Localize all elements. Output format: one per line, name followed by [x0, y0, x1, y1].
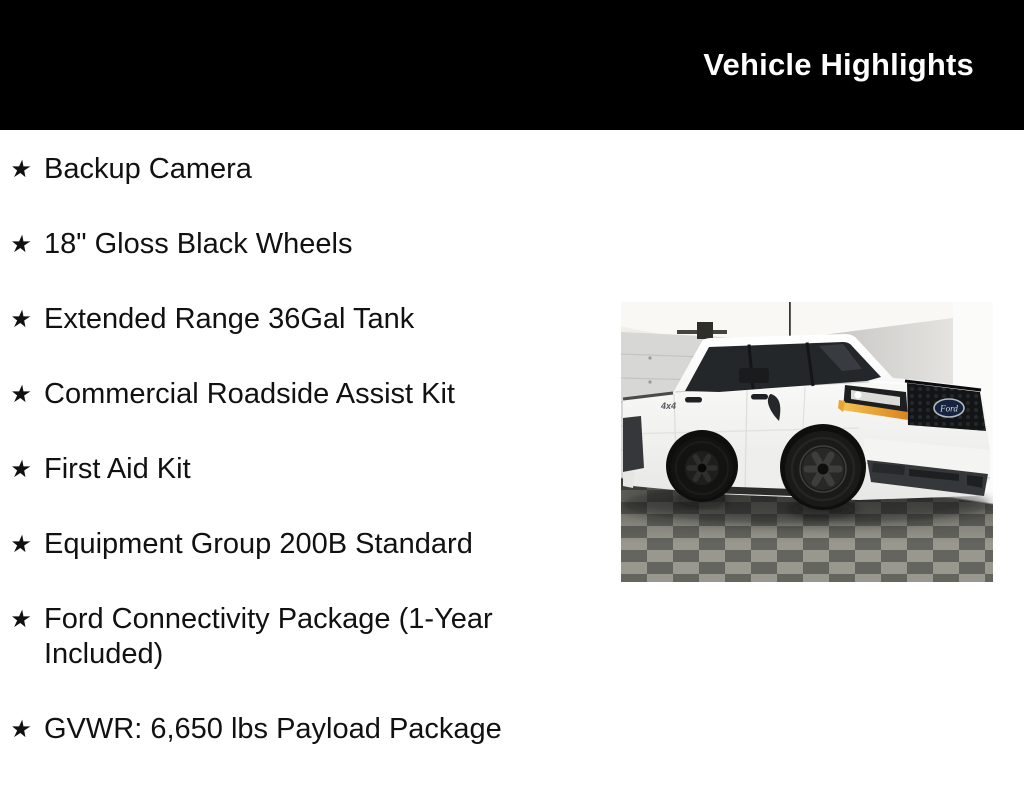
- taillight: [623, 416, 644, 472]
- feature-text: Equipment Group 200B Standard: [44, 528, 473, 560]
- feature-text: Extended Range 36Gal Tank: [44, 303, 415, 335]
- star-bullet-icon: ★: [8, 716, 34, 743]
- star-bullet-icon: ★: [8, 456, 34, 483]
- star-bullet-icon: ★: [8, 531, 34, 558]
- feature-item: [10, 227, 572, 262]
- feature-text: GVWR: 6,650 lbs Payload Package: [44, 713, 502, 745]
- feature-item: [10, 302, 572, 337]
- star-bullet-icon: ★: [8, 306, 34, 333]
- front-wheel: [780, 424, 866, 510]
- vehicle-photo-illustration: [621, 302, 993, 582]
- front-door-handle: [751, 394, 768, 400]
- feature-text: First Aid Kit: [44, 453, 191, 485]
- feature-item: [10, 602, 572, 672]
- feature-item: [10, 452, 572, 487]
- feature-text: 18" Gloss Black Wheels: [44, 228, 353, 260]
- feature-text: Commercial Roadside Assist Kit: [44, 378, 455, 410]
- side-mirror: [739, 368, 769, 383]
- feature-item: [10, 377, 572, 412]
- feature-item: [10, 527, 572, 562]
- rear-door-handle: [685, 397, 702, 403]
- feature-item: [10, 152, 572, 187]
- page-title: Vehicle Highlights: [703, 47, 974, 82]
- feature-item: [10, 712, 572, 747]
- star-bullet-icon: ★: [8, 381, 34, 408]
- rear-bumper: [623, 470, 635, 488]
- feature-text: Backup Camera: [44, 153, 252, 185]
- rear-wheel: [666, 430, 738, 502]
- header-bar: [0, 0, 1024, 130]
- vehicle-photo: [621, 302, 993, 582]
- star-bullet-icon: ★: [8, 231, 34, 258]
- ford-oval-logo: [934, 399, 964, 417]
- feature-text: Ford Connectivity Package (1-Year Included): [44, 603, 493, 670]
- star-bullet-icon: ★: [8, 606, 34, 633]
- svg-text:Ford: Ford: [940, 403, 958, 414]
- star-bullet-icon: ★: [8, 156, 34, 183]
- badge-4x4: 4x4: [661, 401, 677, 411]
- main-content: [0, 130, 1024, 768]
- feature-list: [10, 152, 572, 787]
